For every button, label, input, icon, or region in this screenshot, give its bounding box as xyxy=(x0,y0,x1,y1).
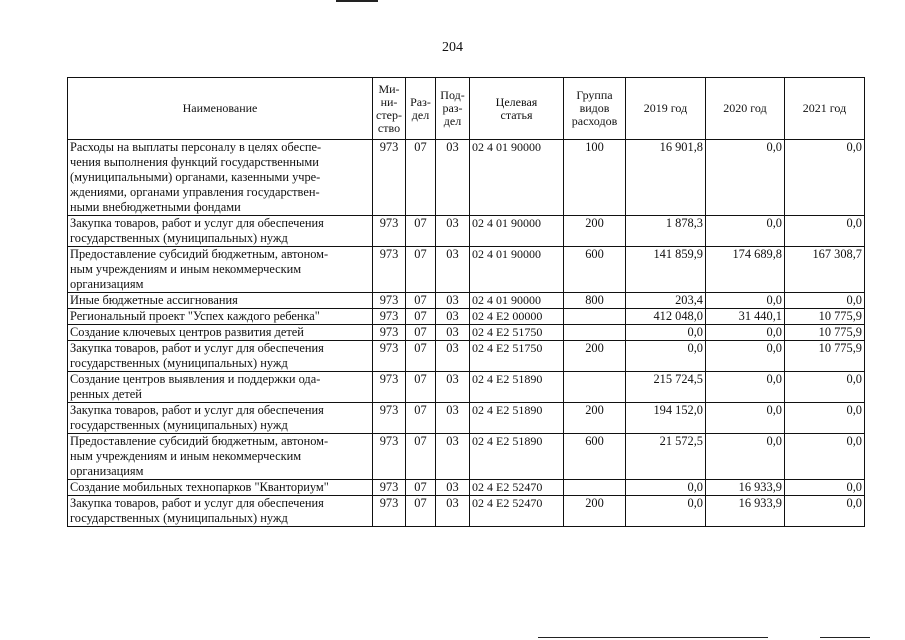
cell-2021: 167 308,7 xyxy=(785,247,865,293)
cell-2019: 0,0 xyxy=(626,496,706,527)
header-section: Раз- дел xyxy=(406,78,436,140)
cell-name: Региональный проект "Успех каждого ребенка" xyxy=(68,309,373,325)
table-row xyxy=(68,480,865,496)
cell-name: Закупка товаров, работ и услуг для обеспечения государственных (муниципальных) нужд xyxy=(68,403,373,434)
cell-section: 07 xyxy=(406,140,436,216)
cell-target: 02 4 Е2 51750 xyxy=(470,325,564,341)
cell-2021: 0,0 xyxy=(785,496,865,527)
cell-section: 07 xyxy=(406,480,436,496)
cell-section: 07 xyxy=(406,341,436,372)
cell-section: 07 xyxy=(406,325,436,341)
cell-ministry: 973 xyxy=(373,341,406,372)
cell-name: Предоставление субсидий бюджетным, автоном- ным учреждениям и иным некоммерческим организациям xyxy=(68,247,373,293)
cell-2019: 16 901,8 xyxy=(626,140,706,216)
budget-table xyxy=(67,77,865,527)
cell-target: 02 4 01 90000 xyxy=(470,140,564,216)
cell-name: Закупка товаров, работ и услуг для обеспечения государственных (муниципальных) нужд xyxy=(68,496,373,527)
cell-section: 07 xyxy=(406,372,436,403)
cell-group xyxy=(564,325,626,341)
table-row xyxy=(68,434,865,480)
cell-2021: 10 775,9 xyxy=(785,309,865,325)
cell-section: 07 xyxy=(406,309,436,325)
cell-2019: 0,0 xyxy=(626,325,706,341)
cell-group: 100 xyxy=(564,140,626,216)
cell-section: 07 xyxy=(406,293,436,309)
cell-2020: 0,0 xyxy=(706,341,785,372)
cell-target: 02 4 Е2 52470 xyxy=(470,496,564,527)
header-target: Целевая статья xyxy=(470,78,564,140)
cell-2021: 0,0 xyxy=(785,293,865,309)
cell-group: 600 xyxy=(564,434,626,480)
cell-2021: 0,0 xyxy=(785,216,865,247)
cell-target: 02 4 01 90000 xyxy=(470,216,564,247)
cell-ministry: 973 xyxy=(373,480,406,496)
cell-ministry: 973 xyxy=(373,247,406,293)
cell-subsection: 03 xyxy=(436,496,470,527)
table-row xyxy=(68,140,865,216)
cell-2019: 215 724,5 xyxy=(626,372,706,403)
cell-group: 600 xyxy=(564,247,626,293)
cell-ministry: 973 xyxy=(373,309,406,325)
cell-2020: 0,0 xyxy=(706,403,785,434)
cell-2019: 412 048,0 xyxy=(626,309,706,325)
header-2019: 2019 год xyxy=(626,78,706,140)
cell-2021: 0,0 xyxy=(785,434,865,480)
cell-2021: 0,0 xyxy=(785,403,865,434)
cell-2019: 21 572,5 xyxy=(626,434,706,480)
cell-ministry: 973 xyxy=(373,325,406,341)
cell-group: 200 xyxy=(564,403,626,434)
cell-target: 02 4 Е2 51890 xyxy=(470,403,564,434)
cell-target: 02 4 01 90000 xyxy=(470,247,564,293)
cell-ministry: 973 xyxy=(373,496,406,527)
cell-subsection: 03 xyxy=(436,403,470,434)
cell-ministry: 973 xyxy=(373,216,406,247)
header-2021: 2021 год xyxy=(785,78,865,140)
cell-target: 02 4 Е2 00000 xyxy=(470,309,564,325)
cell-2019: 0,0 xyxy=(626,480,706,496)
cell-2019: 141 859,9 xyxy=(626,247,706,293)
cell-2020: 0,0 xyxy=(706,293,785,309)
cell-subsection: 03 xyxy=(436,293,470,309)
cell-2020: 0,0 xyxy=(706,434,785,480)
cell-name: Иные бюджетные ассигнования xyxy=(68,293,373,309)
cell-2021: 0,0 xyxy=(785,140,865,216)
cell-target: 02 4 Е2 52470 xyxy=(470,480,564,496)
page-number: 204 xyxy=(442,40,463,55)
cell-group xyxy=(564,309,626,325)
cell-subsection: 03 xyxy=(436,216,470,247)
cell-2019: 1 878,3 xyxy=(626,216,706,247)
table-row xyxy=(68,247,865,293)
cell-2020: 0,0 xyxy=(706,372,785,403)
cell-2020: 174 689,8 xyxy=(706,247,785,293)
cell-target: 02 4 Е2 51750 xyxy=(470,341,564,372)
cell-section: 07 xyxy=(406,496,436,527)
cell-subsection: 03 xyxy=(436,247,470,293)
header-group: Группа видов расходов xyxy=(564,78,626,140)
cell-2021: 10 775,9 xyxy=(785,341,865,372)
scan-mark-top xyxy=(336,0,378,2)
cell-group: 200 xyxy=(564,216,626,247)
table-row xyxy=(68,341,865,372)
cell-ministry: 973 xyxy=(373,403,406,434)
table-row xyxy=(68,216,865,247)
cell-2020: 0,0 xyxy=(706,216,785,247)
cell-2021: 0,0 xyxy=(785,480,865,496)
cell-section: 07 xyxy=(406,434,436,480)
table-header-row xyxy=(68,78,865,140)
cell-target: 02 4 Е2 51890 xyxy=(470,372,564,403)
cell-group xyxy=(564,372,626,403)
cell-subsection: 03 xyxy=(436,325,470,341)
table-row xyxy=(68,325,865,341)
cell-name: Создание центров выявления и поддержки ода- ренных детей xyxy=(68,372,373,403)
cell-section: 07 xyxy=(406,247,436,293)
cell-2020: 0,0 xyxy=(706,140,785,216)
cell-2020: 31 440,1 xyxy=(706,309,785,325)
cell-name: Создание ключевых центров развития детей xyxy=(68,325,373,341)
header-ministry: Ми- ни- стер- ство xyxy=(373,78,406,140)
cell-group: 200 xyxy=(564,496,626,527)
cell-section: 07 xyxy=(406,403,436,434)
cell-target: 02 4 Е2 51890 xyxy=(470,434,564,480)
cell-name: Предоставление субсидий бюджетным, автоном- ным учреждениям и иным некоммерческим организациям xyxy=(68,434,373,480)
cell-section: 07 xyxy=(406,216,436,247)
cell-2019: 194 152,0 xyxy=(626,403,706,434)
cell-name: Закупка товаров, работ и услуг для обеспечения государственных (муниципальных) нужд xyxy=(68,341,373,372)
cell-target: 02 4 01 90000 xyxy=(470,293,564,309)
cell-2021: 10 775,9 xyxy=(785,325,865,341)
cell-name: Создание мобильных технопарков "Кванториум" xyxy=(68,480,373,496)
cell-subsection: 03 xyxy=(436,309,470,325)
cell-2019: 203,4 xyxy=(626,293,706,309)
cell-group xyxy=(564,480,626,496)
cell-ministry: 973 xyxy=(373,372,406,403)
cell-2020: 16 933,9 xyxy=(706,480,785,496)
cell-ministry: 973 xyxy=(373,140,406,216)
cell-group: 800 xyxy=(564,293,626,309)
cell-subsection: 03 xyxy=(436,341,470,372)
table-body xyxy=(68,140,865,527)
cell-name: Закупка товаров, работ и услуг для обеспечения государственных (муниципальных) нужд xyxy=(68,216,373,247)
cell-2020: 0,0 xyxy=(706,325,785,341)
cell-name: Расходы на выплаты персоналу в целях обеспе- чения выполнения функций государственными (муниципальными) органами, казенными учре- ждениями, органами управления государствен- ными внебюджетными фондами xyxy=(68,140,373,216)
cell-group: 200 xyxy=(564,341,626,372)
table-row xyxy=(68,293,865,309)
cell-ministry: 973 xyxy=(373,293,406,309)
scan-mark-bottom-left xyxy=(538,637,768,638)
header-name: Наименование xyxy=(68,78,373,140)
cell-2020: 16 933,9 xyxy=(706,496,785,527)
cell-2021: 0,0 xyxy=(785,372,865,403)
cell-ministry: 973 xyxy=(373,434,406,480)
cell-subsection: 03 xyxy=(436,372,470,403)
table-row xyxy=(68,309,865,325)
scan-mark-bottom-right xyxy=(820,637,870,638)
table-row xyxy=(68,403,865,434)
table-row xyxy=(68,496,865,527)
cell-subsection: 03 xyxy=(436,434,470,480)
header-subsection: Под- раз- дел xyxy=(436,78,470,140)
cell-subsection: 03 xyxy=(436,480,470,496)
cell-subsection: 03 xyxy=(436,140,470,216)
cell-2019: 0,0 xyxy=(626,341,706,372)
table-row xyxy=(68,372,865,403)
header-2020: 2020 год xyxy=(706,78,785,140)
